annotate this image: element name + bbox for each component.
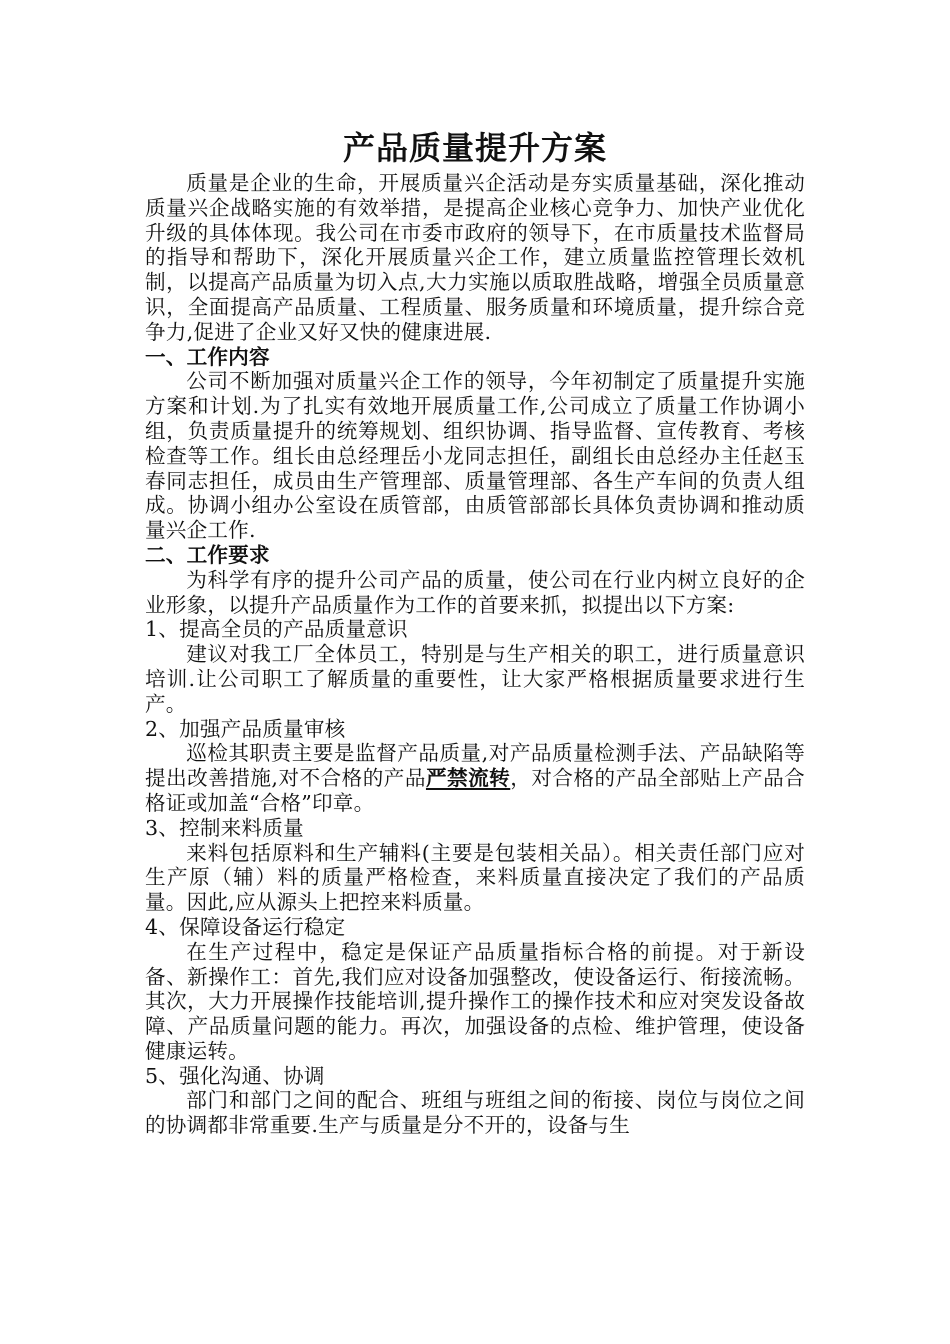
item-heading-quality-audit: 2、加强产品质量审核 [145, 716, 346, 741]
document-title: 产品质量提升方案 [342, 129, 607, 167]
item-body-incoming-material: 来料包括原料和生产辅料(主要是包装相关品）。相关责任部门应对生产原（辅）料的质量严格检查，来料质量直接决定了我们的产品质量。因此,应从源头上把控来料质量。 [145, 840, 805, 915]
intro-paragraph: 质量是企业的生命，开展质量兴企活动是夯实质量基础，深化推动质量兴企战略实施的有效举措，是提高企业核心竞争力、加快产业优化升级的具体体现。我公司在市委市政府的领导下，在市质量技术监督局的指导和帮助下，深化开展质量兴企工作，建立质量监控管理长效机制，以提高产品质量为切入点,大力实施以质取胜战略，增强全员质量意识，全面提高产品质量、工程质量、服务质量和环境质量，提升综合竞争力,促进了企业又好又快的健康进展. [145, 171, 805, 344]
item-body-equipment-stability: 在生产过程中，稳定是保证产品质量指标合格的前提。对于新设备、新操作工：首先,我们应对设备加强整改，使设备运行、衔接流畅。其次，大力开展操作技能培训,提升操作工的操作技术和应对突发设备故障、产品质量问题的能力。再次，加强设备的点检、维护管理，使设备健康运转。 [145, 939, 805, 1063]
document-page [145, 126, 805, 1138]
quality-audit-emphasis: 严禁流转 [425, 766, 511, 791]
item-heading-incoming-material: 3、控制来料质量 [145, 815, 304, 840]
section-heading-work-requirements: 二、工作要求 [145, 542, 270, 567]
section-work-requirements-body: 为科学有序的提升公司产品的质量，使公司在行业内树立良好的企业形象，以提升产品质量作为工作的首要来抓，拟提出以下方案: [145, 567, 805, 617]
section-heading-work-content: 一、工作内容 [145, 344, 270, 369]
section-work-content-body: 公司不断加强对质量兴企工作的领导，今年初制定了质量提升实施方案和计划.为了扎实有效地开展质量工作,公司成立了质量工作协调小组，负责质量提升的统筹规划、组织协调、指导监督、宣传教育、考核检查等工作。组长由总经理岳小龙同志担任，副组长由总经办主任赵玉春同志担任，成员由生产管理部、质量管理部、各生产车间的负责人组成。协调小组办公室设在质管部，由质管部部长具体负责协调和推动质量兴企工作. [145, 369, 805, 543]
item-body-communication: 部门和部门之间的配合、班组与班组之间的衔接、岗位与岗位之间的协调都非常重要.生产与质量是分不开的，设备与生 [145, 1088, 805, 1138]
quality-audit-text-after: ，对合格的产品全部贴上产品合格证或加盖“合格”印章。 [145, 766, 805, 815]
item-heading-communication: 5、强化沟通、协调 [145, 1063, 325, 1088]
item-heading-equipment-stability: 4、保障设备运行稳定 [145, 914, 346, 939]
quality-audit-text-before: 巡检其职责主要是监督产品质量,对产品质量检测手法、产品缺陷等提出改善措施,对不合格的产品 [145, 741, 805, 791]
item-body-quality-awareness: 建议对我工厂全体员工，特别是与生产相关的职工，进行质量意识培训.让公司职工了解质量的重要性，让大家严格根据质量要求进行生产。 [145, 642, 805, 716]
item-body-quality-audit [145, 741, 805, 815]
item-heading-quality-awareness: 1、提高全员的产品质量意识 [145, 617, 408, 642]
